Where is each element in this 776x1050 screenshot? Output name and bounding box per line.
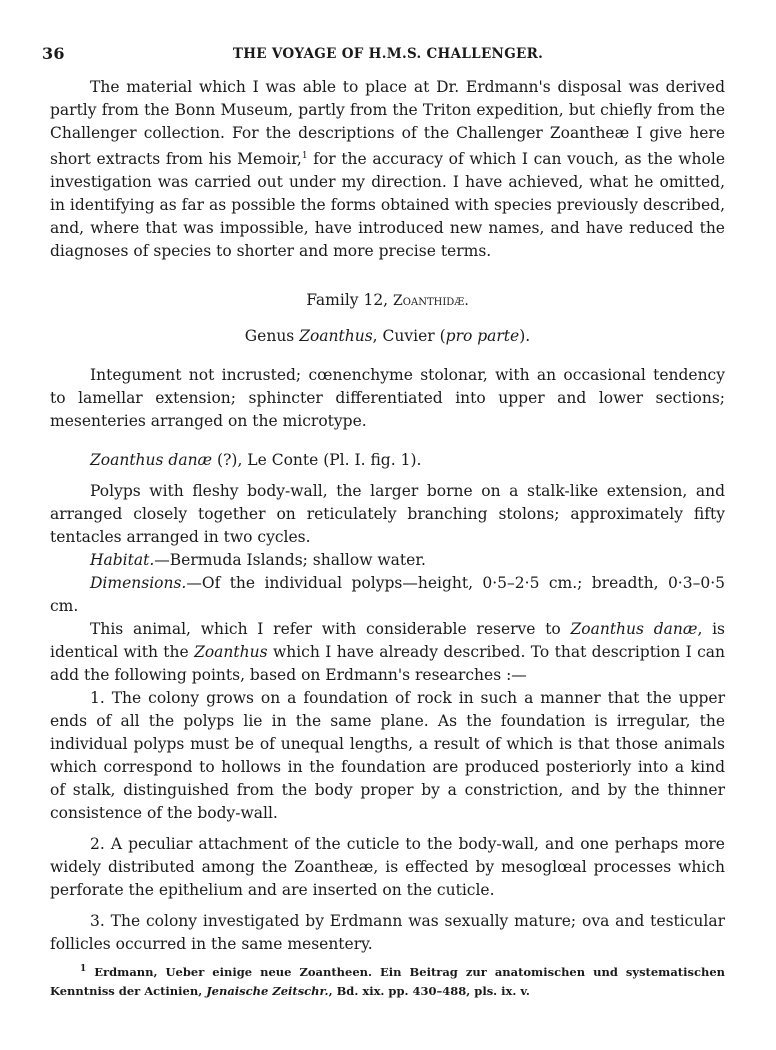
page-number: 36: [42, 44, 65, 63]
remarks-paragraph: This animal, which I refer with considerable reserve to Zoanthus danæ, is identical with the Zoanthus which I have already described. To that description I can add the following points, based on Erdmann's researches :—: [50, 620, 726, 685]
point-1: 1. The colony grows on a foundation of rock in such a manner that the upper ends of all the polyps lie in the same plane. As the foundation is irregular, the individual polyps must be of unequal lengths, a result of which is that those animals which correspond to hollows in the foundation are produced posteriorly into a kind of stalk, distinguished from the body proper by a constriction, and by the thinner consistence of the body-wall.: [50, 689, 725, 823]
dimensions-line: Dimensions.—Of the individual polyps—height, 0·5–2·5 cm.; breadth, 0·3–0·5 cm.: [50, 574, 725, 616]
running-title: THE VOYAGE OF H.M.S. CHALLENGER.: [232, 46, 544, 62]
footnote-reference: 1: [301, 151, 308, 161]
species-heading: Zoanthus danæ (?), Le Conte (Pl. I. fig. 1).: [90, 451, 422, 470]
genus-heading: Genus Zoanthus, Cuvier (pro parte).: [244, 327, 531, 346]
body-text: [50, 76, 725, 956]
family-name: Zoanthidæ.: [393, 293, 469, 310]
species-description: Polyps with fleshy body-wall, the larger borne on a stalk-like extension, and arranged closely together on reticulately branching stolons; approximately fifty tentacles arranged in two cycles.: [50, 482, 725, 547]
species-name: Zoanthus danæ: [90, 451, 213, 470]
point-3: 3. The colony investigated by Erdmann was sexually mature; ova and testicular follicles occurred in the same mesentery.: [50, 912, 725, 954]
genus-description: Integument not incrusted; cœnenchyme stolonar, with an occasional tendency to lamellar extension; sphincter differentiated into upper and lower sections; mesenteries arranged on the microtype.: [50, 366, 725, 431]
footnote: $^1$ Erdmann, Ueber einige neue Zoantheen. Ein Beitrag zur anatomischen und systematischen Kenntniss der Actinien, Jenaische Zeitschr., Bd. xix. pp. 430–488, pls. ix. v.: [50, 964, 725, 998]
page-header: [42, 44, 734, 68]
journal-title: Jenaische Zeitschr.: [206, 983, 329, 998]
family-heading: Family 12, Zoanthidæ.: [306, 291, 469, 310]
intro-paragraph: The material which I was able to place at Dr. Erdmann's disposal was derived partly from the Bonn Museum, partly from the Triton expedition, but chiefly from the Challenger collection. For the descriptions of the Challenger Zoantheæ I give here short extracts from his Memoir,$^1$ for the accuracy of which I can vouch, as the whole investigation was carried out under my direction. I have achieved, what he omitted, in identifying as far as possible the forms obtained with species previously described, and, where that was impossible, have introduced new names, and have reduced the diagnoses of species to shorter and more precise terms.: [50, 78, 725, 261]
footnote-mark: 1: [80, 964, 87, 974]
point-2: 2. A peculiar attachment of the cuticle to the body-wall, and one perhaps more widely distributed among the Zoantheæ, is effected by mesoglœal processes which perforate the epithelium and are inserted on the cuticle.: [50, 835, 725, 900]
genus-name: Zoanthus: [299, 327, 373, 346]
habitat-line: Habitat.—Bermuda Islands; shallow water.: [90, 551, 426, 570]
